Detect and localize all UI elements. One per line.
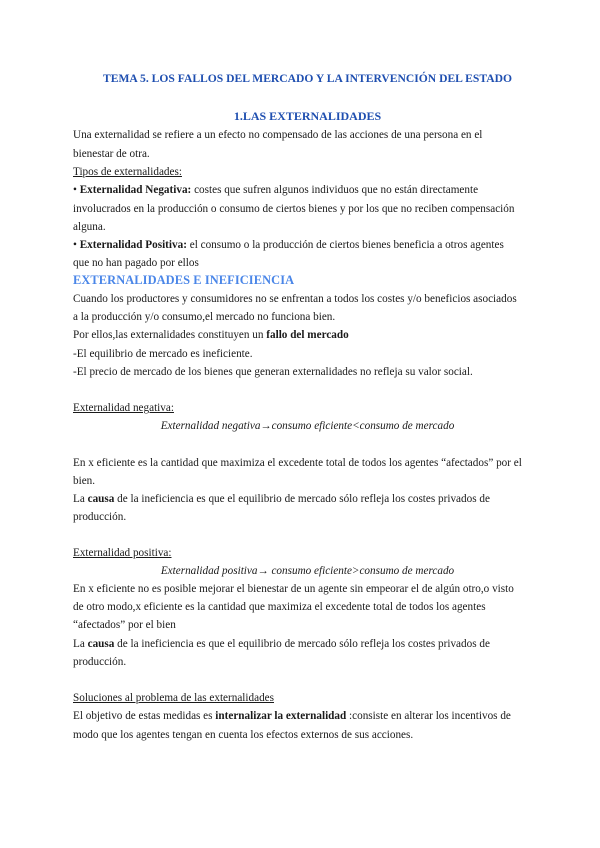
positive-formula: Externalidad positiva→ consumo eficiente>consumo de mercado: [160, 565, 455, 577]
paragraph-line: [73, 709, 542, 723]
definition-line: bienestar de otra.: [73, 148, 150, 160]
solutions-heading: Soluciones al problema de las externalidades: [73, 692, 274, 704]
positive-externality-bullet: [73, 238, 542, 252]
paragraph-line: modo que los agentes tengan en cuenta los efectos externos de sus acciones.: [73, 729, 414, 741]
list-item: -El equilibrio de mercado es ineficiente.: [73, 348, 253, 360]
paragraph-line: En x eficiente es la cantidad que maximiza el excedente total de todos los agentes “afectados” por el: [73, 457, 522, 469]
paragraph-line: “afectados” por el bien: [73, 619, 176, 631]
list-item: -El precio de mercado de los bienes que generan externalidades no refleja su valor social.: [73, 366, 473, 378]
paragraph-text: La: [73, 493, 88, 505]
paragraph-line: En x eficiente no es posible mejorar el bienestar de un agente sin empeorar el de algún otro,o visto: [73, 583, 514, 595]
paragraph-text: Por ellos,las externalidades constituyen un: [73, 329, 267, 341]
paragraph-line: bien.: [73, 475, 96, 487]
bold-term: causa: [87, 493, 115, 505]
section-heading-externalidades: 1.LAS EXTERNALIDADES: [233, 109, 382, 123]
paragraph-text: La: [73, 638, 88, 650]
positive-externality-text: que no han pagado por ellos: [73, 257, 199, 269]
negative-externality-text: involucrados en la producción o consumo de ciertos bienes y por los que no reciben compensación: [73, 203, 515, 215]
document-title: TEMA 5. LOS FALLOS DEL MERCADO Y LA INTERVENCIÓN DEL ESTADO: [103, 72, 512, 85]
paragraph-text: de la ineficiencia es que el equilibrio de mercado sólo refleja los costes privados de: [114, 638, 490, 650]
positive-externality-text: el consumo o la producción de ciertos bienes beneficia a otros agentes: [186, 239, 504, 251]
negative-externality-label: Externalidad Negativa:: [79, 184, 192, 196]
paragraph-line: [73, 637, 542, 651]
paragraph-text: :consiste en alterar los incentivos de: [346, 710, 511, 722]
paragraph-line: producción.: [73, 656, 127, 668]
bold-term: causa: [87, 638, 115, 650]
positive-externality-heading: Externalidad positiva:: [73, 547, 172, 559]
types-heading: Tipos de externalidades:: [73, 166, 182, 178]
paragraph-text: de la ineficiencia es que el equilibrio de mercado sólo refleja los costes privados de: [114, 493, 490, 505]
bold-term: internalizar la externalidad: [215, 710, 347, 722]
negative-formula: Externalidad negativa→consumo eficiente<consumo de mercado: [160, 420, 455, 432]
negative-externality-bullet: [73, 183, 542, 197]
positive-externality-label: Externalidad Positiva:: [79, 239, 187, 251]
paragraph-line: [73, 492, 542, 506]
negative-externality-heading: Externalidad negativa:: [73, 402, 174, 414]
section-heading-ineficiencia: EXTERNALIDADES E INEFICIENCIA: [73, 273, 295, 287]
paragraph-line: producción.: [73, 511, 127, 523]
paragraph-line: a la producción y/o consumo,el mercado no funciona bien.: [73, 311, 336, 323]
negative-externality-text: alguna.: [73, 221, 106, 233]
paragraph-text: El objetivo de estas medidas es: [73, 710, 216, 722]
paragraph-line: Cuando los productores y consumidores no se enfrentan a todos los costes y/o beneficios asociados: [73, 293, 517, 305]
paragraph-line: de otro modo,x eficiente es la cantidad que maximiza el excedente total de todos los agentes: [73, 601, 486, 613]
bullet-icon: •: [73, 184, 77, 196]
paragraph-line: [73, 328, 542, 342]
definition-line: Una externalidad se refiere a un efecto no compensado de las acciones de una persona en el: [73, 129, 483, 141]
bullet-icon: •: [73, 239, 77, 251]
bold-term: fallo del mercado: [266, 329, 349, 341]
negative-externality-text: costes que sufren algunos individuos que no están directamente: [191, 184, 479, 196]
